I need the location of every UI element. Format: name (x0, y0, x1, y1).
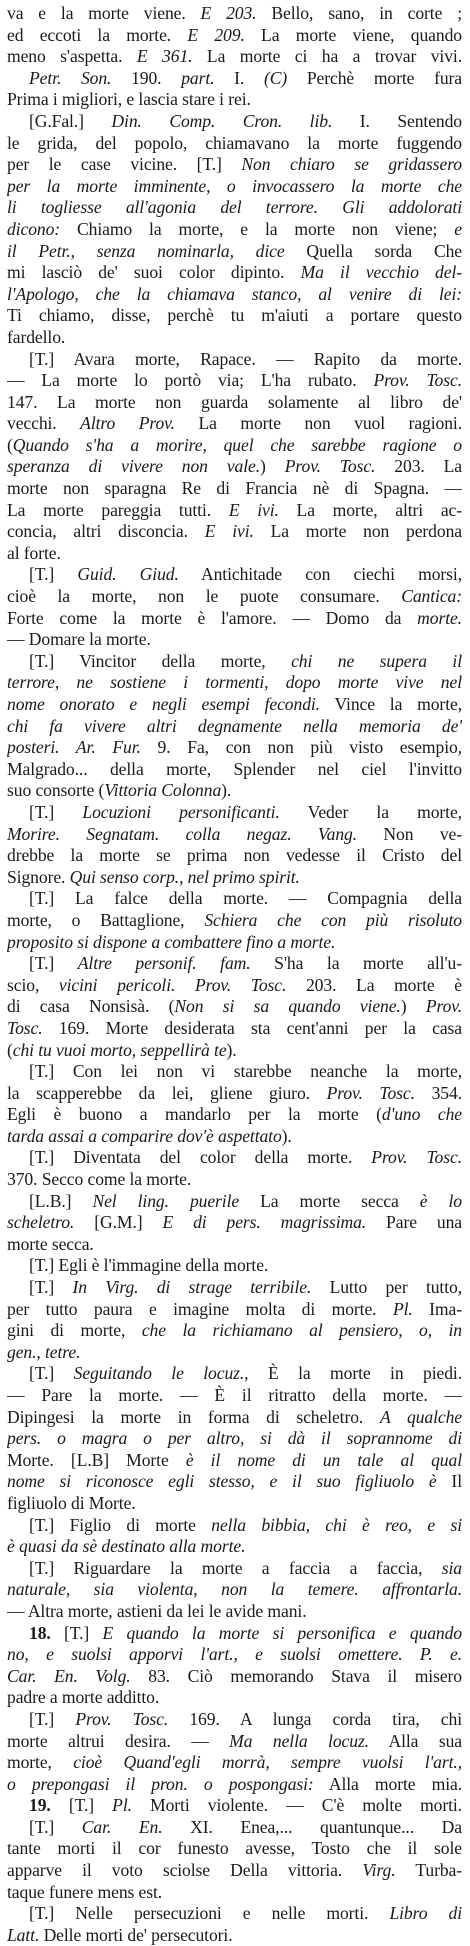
text-line: [T.] Con lei non vi starebbe neanche la morte, (29, 1061, 462, 1082)
text-line: Malgrado... della morte, Splender nel ciel l'invitto (7, 758, 462, 779)
text-line: [T.] Nelle persecuzioni e nelle morti. Libro di (29, 1903, 462, 1924)
text-line: cioè la morte, non le puote consumare. Cantica: (7, 586, 462, 607)
text-line: (Quando s'ha a morire, quel che sarebbe ragione o (7, 434, 462, 455)
text-line: padre a morte additto. (7, 1687, 160, 1708)
text-line: [T.] Diventata del color della morte. Prov. Tosc. (29, 1147, 462, 1168)
text-line: per la morte imminente, o invocassero la morte che (7, 175, 462, 196)
text-line: — Domare la morte. (7, 629, 151, 650)
text-line: morte altrui desira. — Ma nella locuz. Alla sua (7, 1730, 462, 1751)
text-line: di casa Nonsisà. (Non si sa quando viene.) Prov. (7, 996, 462, 1017)
text-line: 147. La morte non guarda solamente al libro de' (7, 391, 462, 412)
text-line: (chi tu vuoi morto, seppellirà te). (7, 1039, 237, 1060)
text-line: Forte come la morte è l'amore. — Domo da morte. (7, 607, 462, 628)
text-line: Prima i migliori, e lascia stare i rei. (7, 89, 251, 110)
text-line: o prepongasi il pron. o pospongasi: Alla morte mia. (7, 1773, 462, 1794)
text-line: chi fa vivere altri degnamente nella memoria de' (7, 715, 462, 736)
text-line: [T.] Figlio di morte nella bibbia, chi è reo, e si (29, 1514, 462, 1535)
text-line: proposito si dispone a combattere fino a morte. (7, 931, 336, 952)
text-line: apparve il voto sciolse Della vittoria. Virg. Turba- (7, 1860, 462, 1881)
text-line: [T.] Car. En. XI. Enea,... quantunque... Da (29, 1816, 462, 1837)
text-line: morte, o Battaglione, Schiera che con più risoluto (7, 909, 462, 930)
text-line: meno s'aspetta. E 361. La morte ci ha a trovar vivi. (7, 46, 462, 67)
text-line: 18. [T.] E quando la morte si personifica e quando (29, 1622, 462, 1643)
text-line: no, e suolsi apporvi l'art., e suolsi omettere. P. e. (7, 1644, 462, 1665)
text-line: posteri. Ar. Fur. 9. Fa, con non più visto esempio, (7, 737, 462, 758)
text-line: Petr. Son. 190. part. I. (C) Perchè morte fura (29, 67, 462, 88)
text-line: pers. o magra o per altro, si dà il soprannome di (7, 1428, 462, 1449)
text-line: morte, cioè Quand'egli morrà, sempre vuolsi l'art., (7, 1752, 462, 1773)
text-line: per tutto paura e imagine molta di morte. Pl. Ima- (7, 1298, 462, 1319)
text-line: [T.] Riguardare la morte a faccia a faccia, sia (29, 1557, 462, 1578)
text-line: [T.] Egli è l'immagine della morte. (29, 1255, 269, 1276)
text-line: 370. Secco come la morte. (7, 1169, 192, 1190)
text-line: speranza di vivere non vale.) Prov. Tosc. 203. La (7, 456, 462, 477)
text-line: scheletro. [G.M.] E di pers. magrissima. Pare una (7, 1212, 462, 1233)
text-line: ed eccoti la morte. E 209. La morte viene, quando (7, 24, 462, 45)
text-line: taque funere mens est. (7, 1881, 163, 1902)
text-line: l'Apologo, che la chiamava stanco, al venire di lei: (7, 283, 462, 304)
text-line: gini di morte, che la richiamano al pensiero, o, in (7, 1320, 462, 1341)
text-line: naturale, sia violenta, non la temere. affrontarla. (7, 1579, 462, 1600)
text-line: vecchi. Altro Prov. La morte non vuol ragioni. (7, 413, 462, 434)
text-line: scio, vicini pericoli. Prov. Tosc. 203. La morte è (7, 974, 462, 995)
text-line: 19. [T.] Pl. Morti violente. — C'è molte morti. (29, 1795, 462, 1816)
text-line: suo consorte (Vittoria Colonna). (7, 780, 232, 801)
text-line: gen., tetre. (7, 1341, 81, 1362)
text-line: [T.] Prov. Tosc. 169. A lunga corda tira, chi (29, 1708, 462, 1729)
text-line: concia, altri disconcia. E ivi. La morte non perdona (7, 521, 462, 542)
text-line: La morte pareggia tutti. E ivi. La morte, altri ac- (7, 499, 462, 520)
text-line: [G.Fal.] Din. Comp. Cron. lib. I. Sentendo (29, 110, 462, 131)
text-line: [T.] In Virg. di strage terribile. Lutto per tutto, (29, 1277, 462, 1298)
text-line: Tosc. 169. Morte desiderata sta cent'anni per la casa (7, 1017, 462, 1038)
text-line: Car. En. Volg. 83. Ciò memorando Stava il misero (7, 1665, 462, 1686)
text-line: Signore. Qui senso corp., nel primo spirit. (7, 866, 300, 887)
text-line: Morire. Segnatam. colla negaz. Vang. Non ve- (7, 823, 462, 844)
text-line: — Altra morte, astieni da lei le avide mani. (7, 1600, 307, 1621)
text-line: Morte. [L.B] Morte è il nome di un tale al qual (7, 1449, 462, 1470)
text-line: dicono: Chiamo la morte, e la morte non viene; e (7, 218, 462, 239)
text-line: Latt. Delle morti de' persecutori. (7, 1924, 233, 1945)
text-line: nome si riconosce egli stesso, e il suo figliuolo è Il (7, 1471, 462, 1492)
text-line: la scapperebbe da lei, gliene giuro. Prov. Tosc. 354. (7, 1082, 462, 1103)
text-line: [T.] Seguitando le locuz., È la morte in piedi. (29, 1363, 462, 1384)
text-line: nome onorato e negli esempi fecondi. Vince la morte, (7, 694, 462, 714)
text-line: tarda assai a comparire dov'è aspettato). (7, 1125, 292, 1146)
text-line: tante morti il cor funesto avesse, Tosto che il sole (7, 1838, 462, 1859)
text-line: — La morte lo portò via; L'ha rubato. Prov. Tosc. (7, 370, 462, 391)
text-line: [T.] Guid. Giud. Antichitade con ciechi morsi, (29, 564, 462, 585)
text-line: fardello. (7, 326, 66, 347)
text-line: morte non sparagna Re di Francia nè di Spagna. — (7, 478, 462, 499)
text-line: figliuolo di Morte. (7, 1492, 136, 1513)
text-line: [T.] Altre personif. fam. S'ha la morte all'u- (29, 953, 462, 974)
text-line: Ti chiamo, disse, perchè tu m'aiuti a portare questo (7, 305, 462, 326)
text-line: Dipingesi la morte in forma di scheletro. A qualche (7, 1406, 462, 1427)
text-line: terrore, ne sostiene i tormenti, dopo morte vive nel (7, 672, 462, 693)
text-line: le grida, del popolo, chiamavano la morte fuggendo (7, 132, 462, 153)
text-line: drebbe la morte se prima non vedesse il Cristo del (7, 845, 462, 866)
text-line: — Pare la morte. — È il ritratto della morte. — (7, 1385, 462, 1405)
text-line: per le case vicine. [T.] Non chiaro se gridassero (7, 154, 462, 175)
text-line: morte secca. (7, 1233, 94, 1254)
text-line: [T.] Locuzioni personificanti. Veder la morte, (29, 801, 462, 822)
text-line: [T.] Avara morte, Rapace. — Rapito da morte. (29, 348, 462, 369)
text-line: al forte. (7, 542, 61, 563)
text-line: mi lasciò de' suoi color dipinto. Ma il vecchio del- (7, 262, 462, 283)
text-line: Egli è buono a mandarlo per la morte (d'uno che (7, 1104, 462, 1125)
text-line: il Petr., senza nominarla, dice Quella sorda Che (7, 240, 462, 261)
text-line: [L.B.] Nel ling. puerile La morte secca è lo (29, 1190, 462, 1211)
text-line: li togliesse all'agonia del terrore. Gli addolorati (7, 197, 462, 218)
text-line: [T.] Vincitor della morte, chi ne supera il (29, 650, 462, 671)
text-line: è quasi da sè destinato alla morte. (7, 1536, 246, 1557)
text-line: va e la morte viene. E 203. Bello, sano, in corte ; (7, 3, 462, 23)
text-line: [T.] La falce della morte. — Compagnia della (29, 888, 462, 909)
